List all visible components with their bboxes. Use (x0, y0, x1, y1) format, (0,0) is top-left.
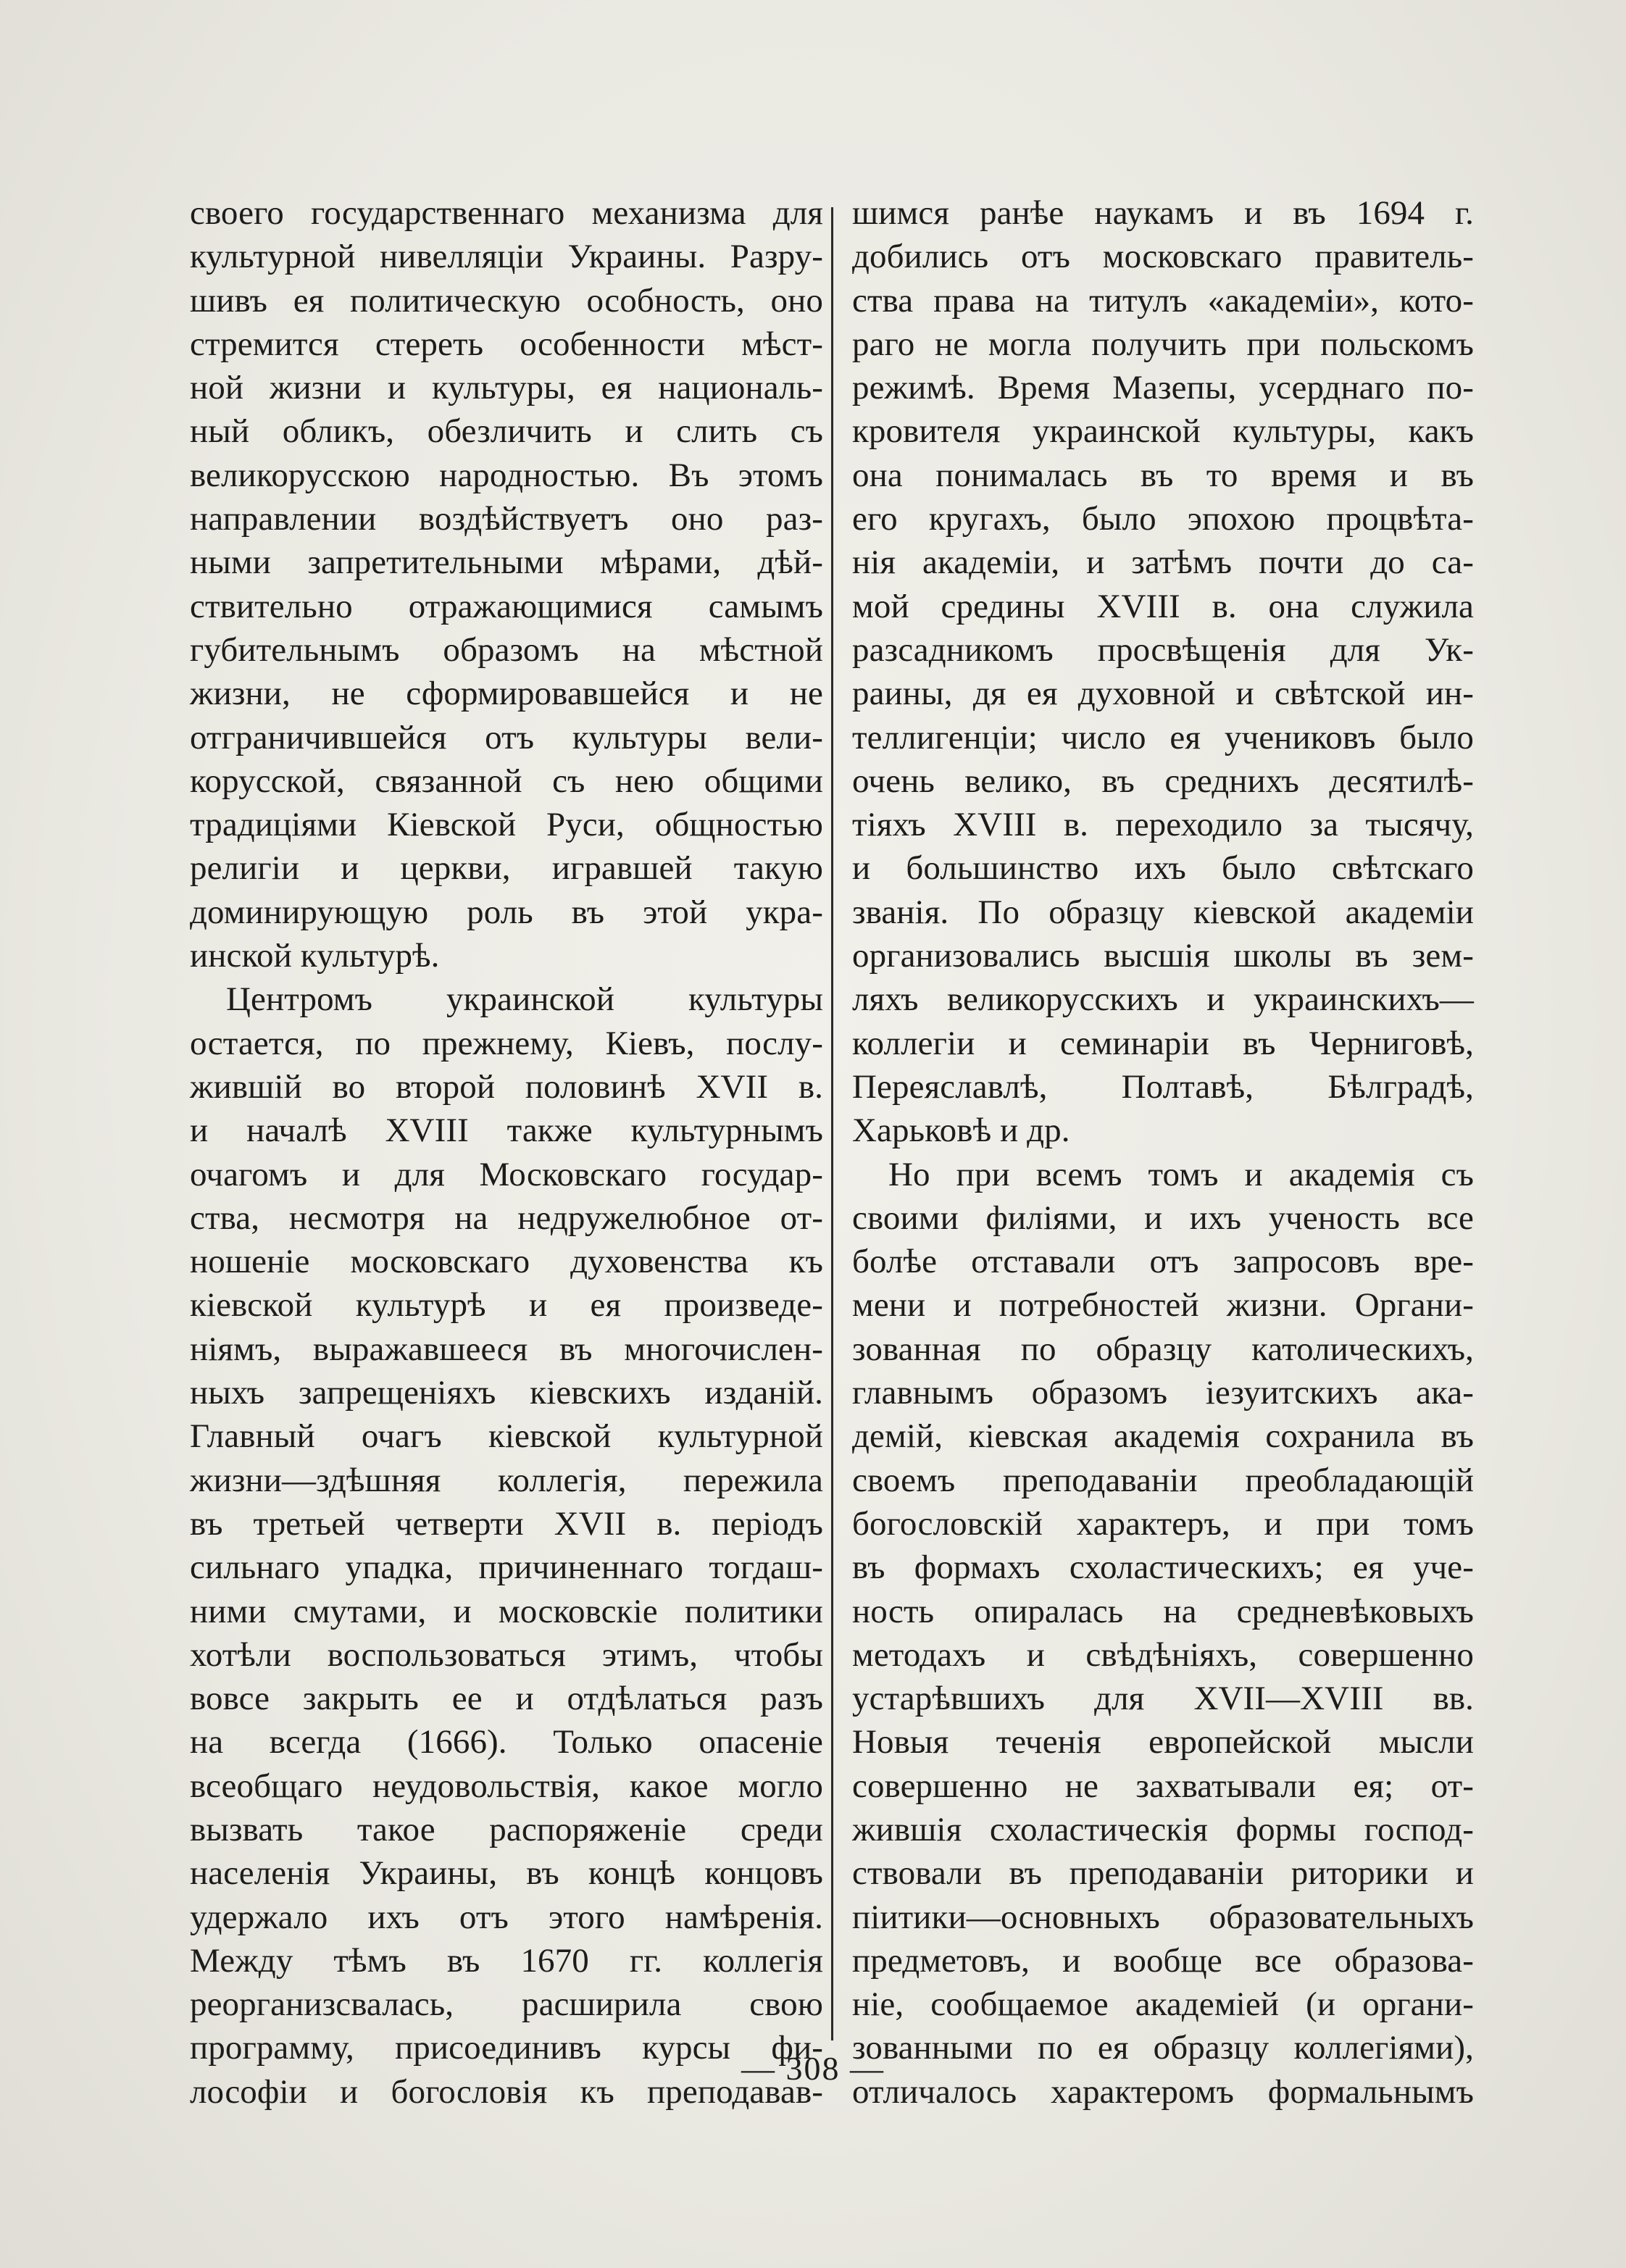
text-line: шивъ ея политическую особность, оно (190, 281, 823, 320)
text-line: добились отъ московскаго правитель- (852, 238, 1474, 276)
text-line: программу, присоединивъ курсы фи- (190, 2029, 823, 2067)
text-line: остается, по прежнему, Кіевъ, послу- (190, 1024, 823, 1062)
text-line: своими филіями, и ихъ ученость все (852, 1198, 1474, 1237)
paragraph-end-line: инской культурѣ. (190, 937, 440, 975)
text-line: ляхъ великорусскихъ и украинскихъ— (852, 980, 1474, 1019)
text-line: зованными по ея образцу коллегіями), (852, 2029, 1474, 2067)
text-line: режимѣ. Время Мазепы, усерднаго по- (852, 369, 1474, 407)
text-line: жившія схоластическія формы господ- (852, 1810, 1474, 1848)
text-line: ства права на титулъ «академіи», кото- (852, 281, 1474, 320)
text-line: ства, несмотря на недружелюбное от- (190, 1198, 823, 1237)
text-line: званія. По образцу кіевской академіи (852, 893, 1474, 931)
text-line: лософіи и богословія къ преподавав- (190, 2072, 823, 2111)
text-line: жизни—здѣшняя коллегія, пережила (190, 1461, 823, 1499)
text-line: зованная по образцу католическихъ, (852, 1330, 1474, 1368)
text-line: Главный очагъ кіевской культурной (190, 1417, 823, 1456)
text-line: очень велико, въ среднихъ десятилѣ- (852, 762, 1474, 800)
right-text-column (852, 191, 1474, 2114)
text-line: вызвать такое распоряженіе среди (190, 1810, 823, 1848)
text-line: методахъ и свѣдѣніяхъ, совершенно (852, 1635, 1474, 1674)
text-line: жившій во второй половинѣ XVII в. (190, 1067, 823, 1106)
text-line: хотѣли воспользоваться этимъ, чтобы (190, 1635, 823, 1674)
text-line: сильнаго упадка, причиненнаго тогдаш- (190, 1548, 823, 1587)
text-line: всеобщаго неудовольствія, какое могло (190, 1767, 823, 1805)
text-line: вовсе закрыть ее и отдѣлаться разъ (190, 1680, 823, 1718)
text-line: культурной нивелляціи Украины. Разру- (190, 238, 823, 276)
text-line: она понималась въ то время и въ (852, 456, 1474, 494)
text-line: на всегда (1666). Только опасеніе (190, 1723, 823, 1762)
text-line: ными запретительными мѣрами, дѣй- (190, 543, 823, 582)
paragraph-end-line: Харьковѣ и др. (852, 1112, 1070, 1150)
text-line: совершенно не захватывали ея; от- (852, 1767, 1474, 1805)
text-line: своемъ преподаваніи преобладающій (852, 1461, 1474, 1499)
text-line: великорусскою народностью. Въ этомъ (190, 456, 823, 494)
text-line: демій, кіевская академія сохранила въ (852, 1417, 1474, 1456)
text-line: и большинство ихъ было свѣтскаго (852, 849, 1474, 888)
text-line: отличалось характеромъ формальнымъ (852, 2072, 1474, 2111)
text-line: очагомъ и для Московскаго государ- (190, 1155, 823, 1193)
text-line: коллегіи и семинаріи въ Черниговѣ, (852, 1024, 1474, 1062)
text-line: религіи и церкви, игравшей такую (190, 849, 823, 888)
text-line: традиціями Кіевской Руси, общностью (190, 806, 823, 844)
text-line: стремится стереть особенности мѣст- (190, 325, 823, 363)
text-line: ной жизни и культуры, ея националь- (190, 369, 823, 407)
text-line: реорганизсвалась, расширила свою (190, 1985, 823, 2024)
text-line: устарѣвшихъ для XVII—XVIII вв. (852, 1680, 1474, 1718)
left-text-column (190, 191, 823, 2114)
text-line: организовались высшія школы въ зем- (852, 937, 1474, 975)
text-line: своего государственнаго механизма для (190, 194, 823, 232)
text-line: предметовъ, и вообще все образова- (852, 1941, 1474, 1980)
text-line: богословскій характеръ, и при томъ (852, 1504, 1474, 1543)
text-line: мой средины XVIII в. она служила (852, 587, 1474, 625)
text-line: мени и потребностей жизни. Органи- (852, 1286, 1474, 1325)
text-line: губительнымъ образомъ на мѣстной (190, 630, 823, 669)
text-line: въ третьей четверти XVII в. періодъ (190, 1504, 823, 1543)
text-line: болѣе отставали отъ запросовъ вре- (852, 1243, 1474, 1281)
text-line: ними смутами, и московскіе политики (190, 1592, 823, 1630)
text-line: нія академіи, и затѣмъ почти до са- (852, 543, 1474, 582)
text-line: кіевской культурѣ и ея произведе- (190, 1286, 823, 1325)
text-line: ствительно отражающимися самымъ (190, 587, 823, 625)
text-line: Между тѣмъ въ 1670 гг. коллегія (190, 1941, 823, 1980)
text-line: корусской, связанной съ нею общими (190, 762, 823, 800)
column-divider-rule (831, 207, 833, 2040)
paragraph-first-line: Центромъ украинской культуры (226, 980, 823, 1019)
text-line: ніямъ, выражавшееся въ многочислен- (190, 1330, 823, 1368)
page-number: — 308 — (741, 2050, 885, 2087)
text-line: раины, дя ея духовной и свѣтской ин- (852, 675, 1474, 713)
text-line: главнымъ образомъ іезуитскихъ ака- (852, 1374, 1474, 1412)
text-line: шимся ранѣе наукамъ и въ 1694 г. (852, 194, 1474, 232)
text-line: ный обликъ, обезличить и слить съ (190, 412, 823, 451)
text-line: ношеніе московскаго духовенства къ (190, 1243, 823, 1281)
text-line: ніе, сообщаемое академіей (и органи- (852, 1985, 1474, 2024)
text-line: отграничившейся отъ культуры вели- (190, 718, 823, 756)
text-line: ствовали въ преподаваніи риторики и (852, 1854, 1474, 1893)
text-line: піитики—основныхъ образовательныхъ (852, 1898, 1474, 1936)
text-line: и началѣ XVIII также культурнымъ (190, 1112, 823, 1150)
text-line: теллигенціи; число ея учениковъ было (852, 718, 1474, 756)
text-line: удержало ихъ отъ этого намѣренія. (190, 1898, 823, 1936)
text-line: разсадникомъ просвѣщенія для Ук- (852, 630, 1474, 669)
text-line: кровителя украинской культуры, какъ (852, 412, 1474, 451)
text-line: направлении воздѣйствуетъ оно раз- (190, 500, 823, 538)
text-line: Новыя теченія европейской мысли (852, 1723, 1474, 1762)
text-line: доминирующую роль въ этой укра- (190, 893, 823, 931)
text-line: жизни, не сформировавшейся и не (190, 675, 823, 713)
text-line: въ формахъ схоластическихъ; ея уче- (852, 1548, 1474, 1587)
text-line: ныхъ запрещеніяхъ кіевскихъ изданій. (190, 1374, 823, 1412)
text-line: его кругахъ, было эпохою процвѣта- (852, 500, 1474, 538)
text-line: раго не могла получить при польскомъ (852, 325, 1474, 363)
text-line: Переяславлѣ, Полтавѣ, Бѣлградѣ, (852, 1067, 1474, 1106)
paragraph-first-line: Но при всемъ томъ и академія съ (888, 1155, 1474, 1193)
text-line: ность опиралась на средневѣковыхъ (852, 1592, 1474, 1630)
text-line: населенія Украины, въ концѣ концовъ (190, 1854, 823, 1893)
text-line: тіяхъ XVIII в. переходило за тысячу, (852, 806, 1474, 844)
